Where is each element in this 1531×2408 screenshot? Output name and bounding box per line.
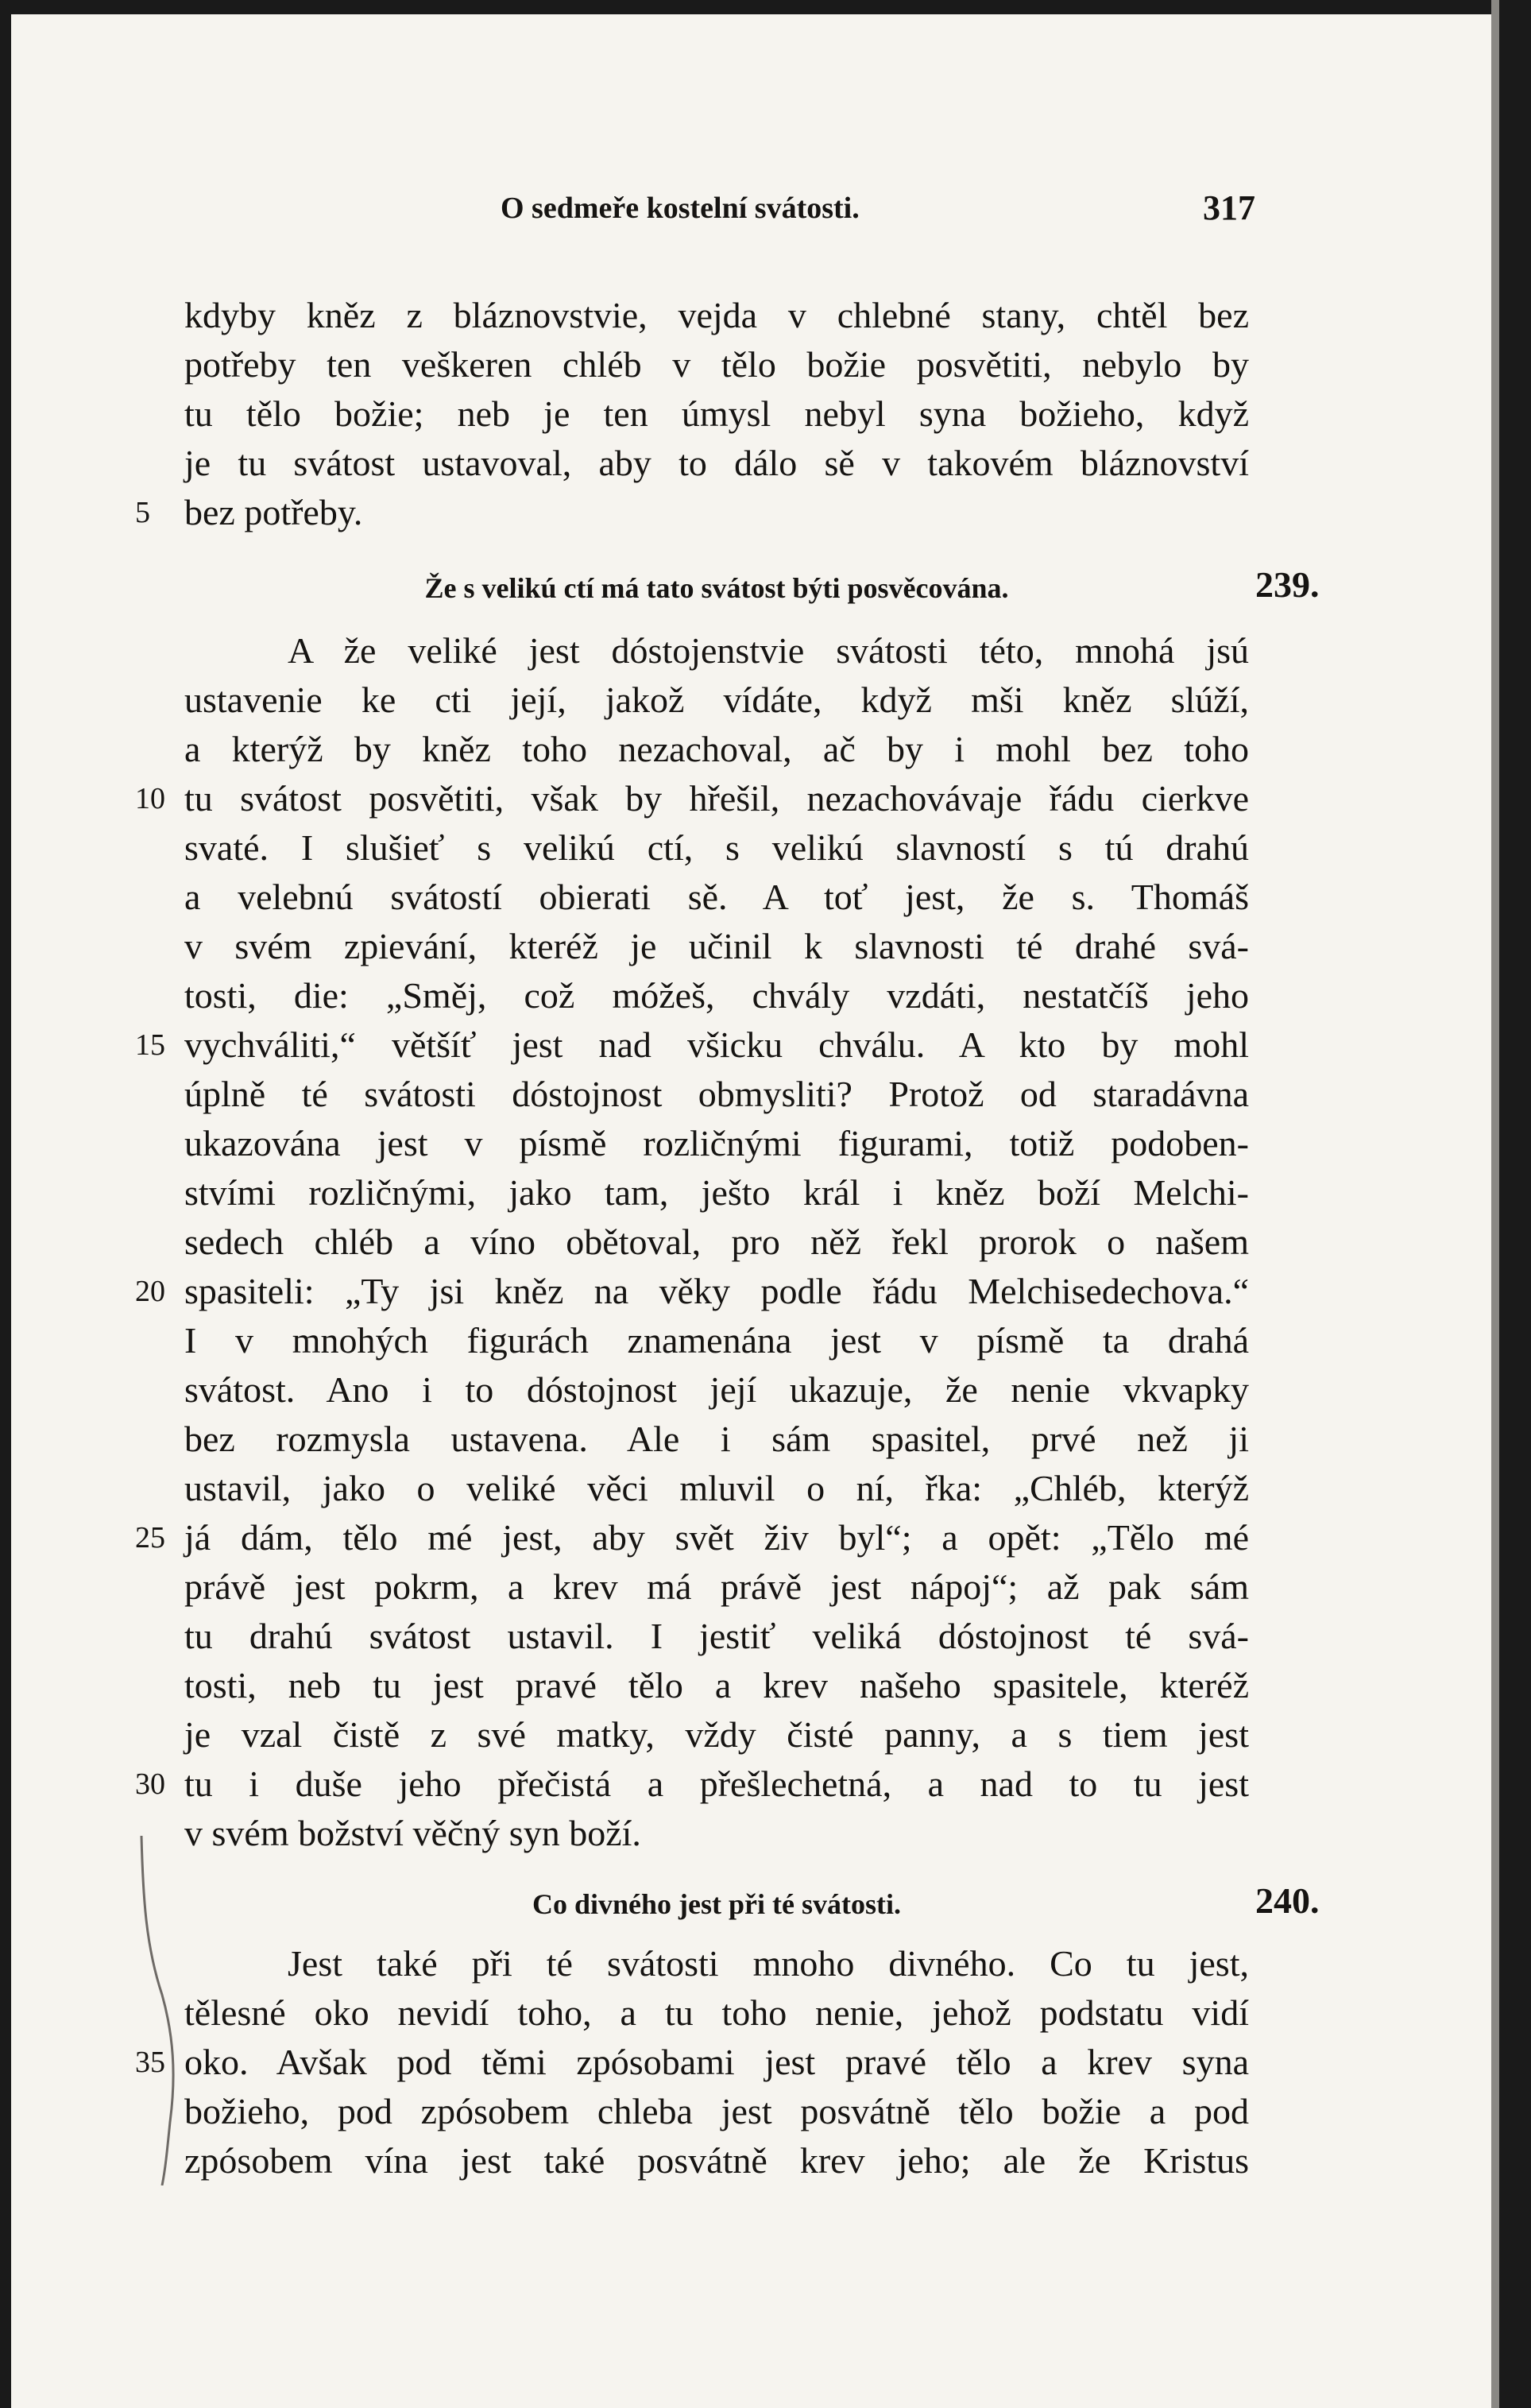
text-line: spasiteli: „Ty jsi kněz na věky podle řádu Melchisedechova.“	[184, 1271, 1249, 1311]
text-line: já dám, tělo mé jest, aby svět živ byl“; a opět: „Tělo mé	[184, 1517, 1249, 1558]
text-line: a kterýž by kněz toho nezachoval, ač by i mohl bez toho	[184, 729, 1249, 769]
section-number: 240.	[1255, 1880, 1320, 1921]
scan-edge-right	[1499, 0, 1531, 2408]
text-line: tělesné oko nevidí toho, a tu toho nenie, jehož podstatu vidí	[184, 1992, 1249, 2033]
section-heading: Co divného jest při té svátosti.	[532, 1888, 901, 1920]
line-number: 10	[135, 782, 165, 815]
line-number: 15	[135, 1028, 165, 1062]
text-line: a velebnú svátostí obierati sě. A toť jest, že s. Thomáš	[184, 877, 1249, 917]
text-line: je tu svátost ustavoval, aby to dálo sě v takovém bláznovství	[184, 443, 1249, 483]
text-line: potřeby ten veškeren chléb v tělo božie posvětiti, nebylo by	[184, 344, 1249, 385]
line-number: 5	[135, 496, 150, 529]
text-line: I v mnohých figurách znamenána jest v písmě ta drahá	[184, 1320, 1249, 1361]
text-line: je vzal čistě z své matky, vždy čisté panny, a s tiem jest	[184, 1714, 1249, 1755]
text-line: sedech chléb a víno obětoval, pro něž řekl prorok o našem	[184, 1221, 1249, 1262]
page-number: 317	[1203, 188, 1255, 227]
text-line: božieho, pod zpósobem chleba jest posvátně tělo božie a pod	[184, 2091, 1249, 2131]
text-line: tu drahú svátost ustavil. I jestiť veliká dóstojnost té svá-	[184, 1616, 1249, 1656]
text-line: bez potřeby.	[184, 492, 363, 532]
text-line: právě jest pokrm, a krev má právě jest nápoj“; až pak sám	[184, 1566, 1249, 1607]
text-line: tu svátost posvětiti, však by hřešil, nezachovávaje řádu cierkve	[184, 778, 1249, 819]
text-line: ukazována jest v písmě rozličnými figurami, totiž podoben-	[184, 1123, 1249, 1163]
line-number: 20	[135, 1275, 165, 1308]
text-line: svaté. I slušieť s velikú ctí, s velikú slavností s tú drahú	[184, 827, 1249, 868]
text-line: ustavenie ke cti její, jakož vídáte, když mši kněz slúží,	[184, 679, 1249, 720]
section-number: 239.	[1255, 564, 1320, 605]
text-line: svátost. Ano i to dóstojnost její ukazuje, že nenie vkvapky	[184, 1369, 1249, 1410]
text-line: A že veliké jest dóstojenstvie svátosti této, mnohá jsú	[288, 630, 1249, 671]
running-title: O sedmeře kostelní svátosti.	[501, 192, 860, 225]
text-line: v svém zpievání, kteréž je učinil k slavnosti té drahé svá-	[184, 926, 1249, 966]
text-line: vychváliti,“ většíť jest nad všicku chválu. A kto by mohl	[184, 1024, 1249, 1065]
text-line: tu i duše jeho přečistá a přešlechetná, a nad to tu jest	[184, 1763, 1249, 1804]
running-head	[183, 184, 1255, 232]
text-line: Jest také při té svátosti mnoho divného. Co tu jest,	[288, 1943, 1249, 1984]
text-line: v svém božství věčný syn boží.	[184, 1813, 641, 1853]
text-line: zpósobem vína jest také posvátně krev jeho; ale že Kristus	[184, 2140, 1249, 2181]
scan-edge-right-shadow	[1491, 0, 1499, 2408]
section-heading: Že s velikú ctí má tato svátost býti posvěcována.	[424, 572, 1009, 604]
text-line: ustavil, jako o veliké věci mluvil o ní, řka: „Chléb, kterýž	[184, 1468, 1249, 1508]
scan-edge-left	[0, 0, 11, 2408]
text-line: tosti, die: „Směj, což móžeš, chvály vzdáti, nestatčíš jeho	[184, 975, 1249, 1016]
line-number: 35	[135, 2046, 165, 2079]
line-number: 30	[135, 1767, 165, 1801]
line-number: 25	[135, 1521, 165, 1554]
margin-pencil-mark	[138, 1836, 186, 2185]
text-line: oko. Avšak pod těmi zpósobami jest pravé tělo a krev syna	[184, 2042, 1249, 2082]
text-line: stvími rozličnými, jako tam, ješto král i kněz boží Melchi-	[184, 1172, 1249, 1213]
scan-edge-top	[0, 0, 1531, 14]
text-line: úplně té svátosti dóstojnost obmysliti? Protož od staradávna	[184, 1074, 1249, 1114]
text-line: kdyby kněz z bláznovstvie, vejda v chlebné stany, chtěl bez	[184, 295, 1249, 335]
text-line: tu tělo božie; neb je ten úmysl nebyl syna božieho, když	[184, 393, 1249, 434]
text-line: bez rozmysla ustavena. Ale i sám spasitel, prvé než ji	[184, 1419, 1249, 1459]
text-line: tosti, neb tu jest pravé tělo a krev našeho spasitele, kteréž	[184, 1665, 1249, 1705]
